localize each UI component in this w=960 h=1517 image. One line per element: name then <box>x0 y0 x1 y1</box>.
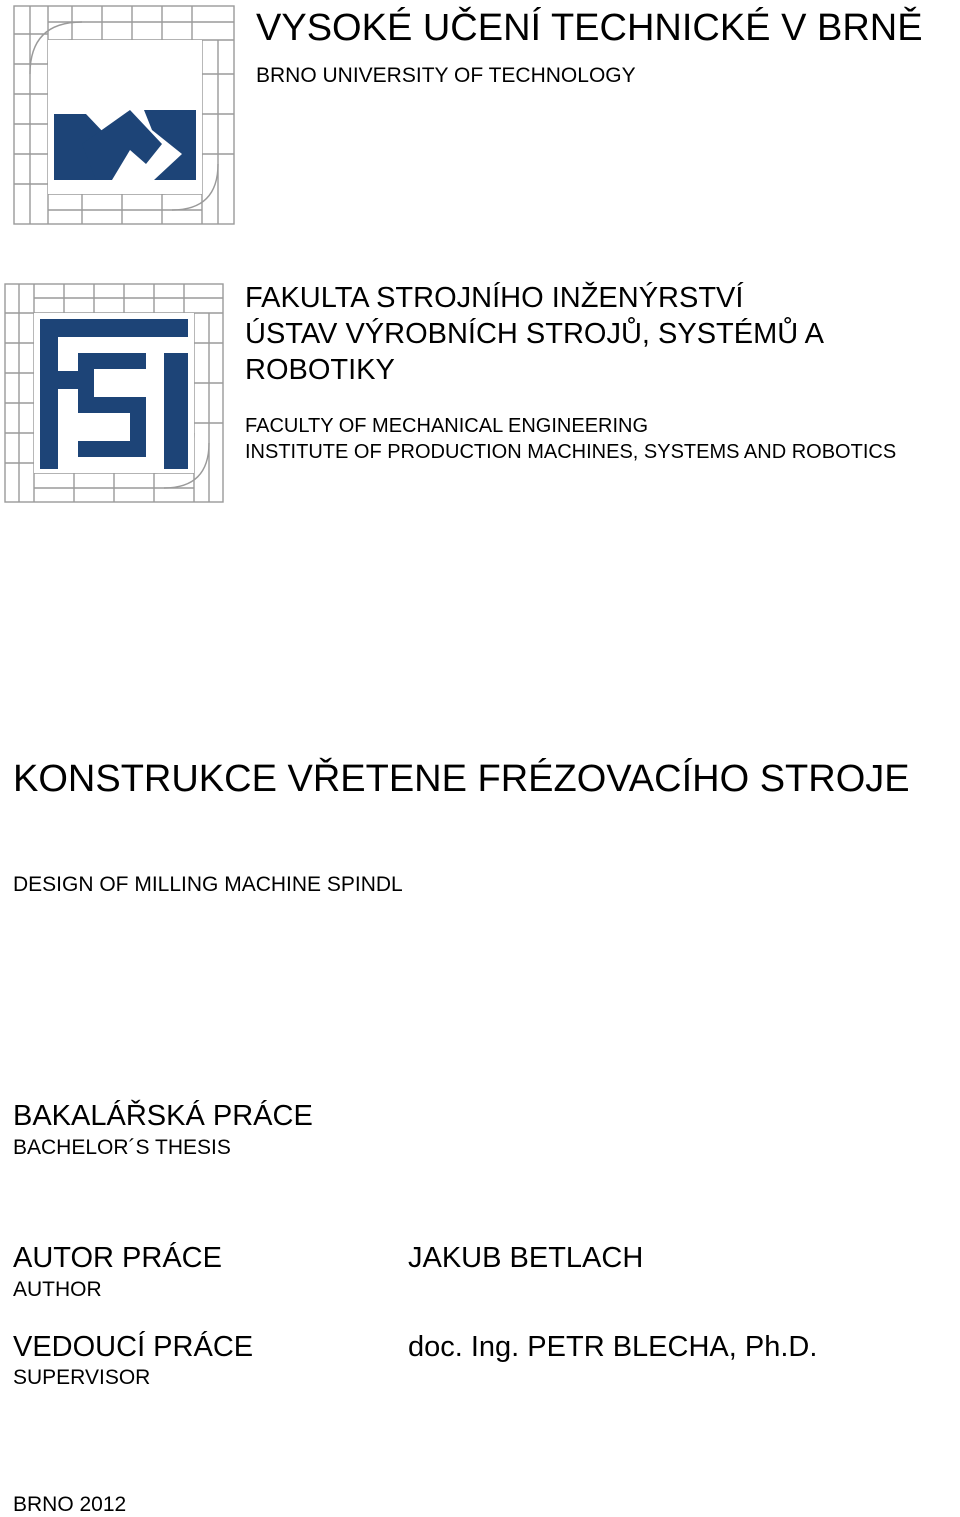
vut-logo <box>12 4 236 226</box>
vut-logo-graphic <box>12 4 236 226</box>
faculty-name-en: FACULTY OF MECHANICAL ENGINEERING <box>245 415 649 437</box>
author-name: JAKUB BETLACH <box>408 1242 644 1274</box>
supervisor-label-en: SUPERVISOR <box>13 1366 151 1389</box>
institute-name-cz: ÚSTAV VÝROBNÍCH STROJŮ, SYSTÉMŮ A ROBOTIKY <box>245 318 823 386</box>
thesis-title-cz: KONSTRUKCE VŘETENE FRÉZOVACÍHO STROJE <box>13 758 910 800</box>
author-label-en: AUTHOR <box>13 1278 102 1301</box>
supervisor-name: doc. Ing. PETR BLECHA, Ph.D. <box>408 1331 818 1363</box>
fsi-logo-graphic <box>4 283 226 505</box>
city-year: BRNO 2012 <box>13 1493 127 1516</box>
author-label-cz: AUTOR PRÁCE <box>13 1242 222 1274</box>
faculty-institute-cz <box>245 280 945 388</box>
thesis-type-en: BACHELOR´S THESIS <box>13 1136 231 1159</box>
university-name-en: BRNO UNIVERSITY OF TECHNOLOGY <box>256 64 636 87</box>
thesis-title-en: DESIGN OF MILLING MACHINE SPINDL <box>13 873 403 896</box>
thesis-type-cz: BAKALÁŘSKÁ PRÁCE <box>13 1100 313 1132</box>
institute-name-en: INSTITUTE OF PRODUCTION MACHINES, SYSTEMS AND ROBOTICS <box>245 441 897 463</box>
faculty-institute-en <box>245 413 945 465</box>
university-name-cz: VYSOKÉ UČENÍ TECHNICKÉ V BRNĚ <box>256 7 923 49</box>
supervisor-label-cz: VEDOUCÍ PRÁCE <box>13 1331 254 1363</box>
faculty-name-cz: FAKULTA STROJNÍHO INŽENÝRSTVÍ <box>245 282 744 314</box>
fsi-logo <box>4 283 226 505</box>
